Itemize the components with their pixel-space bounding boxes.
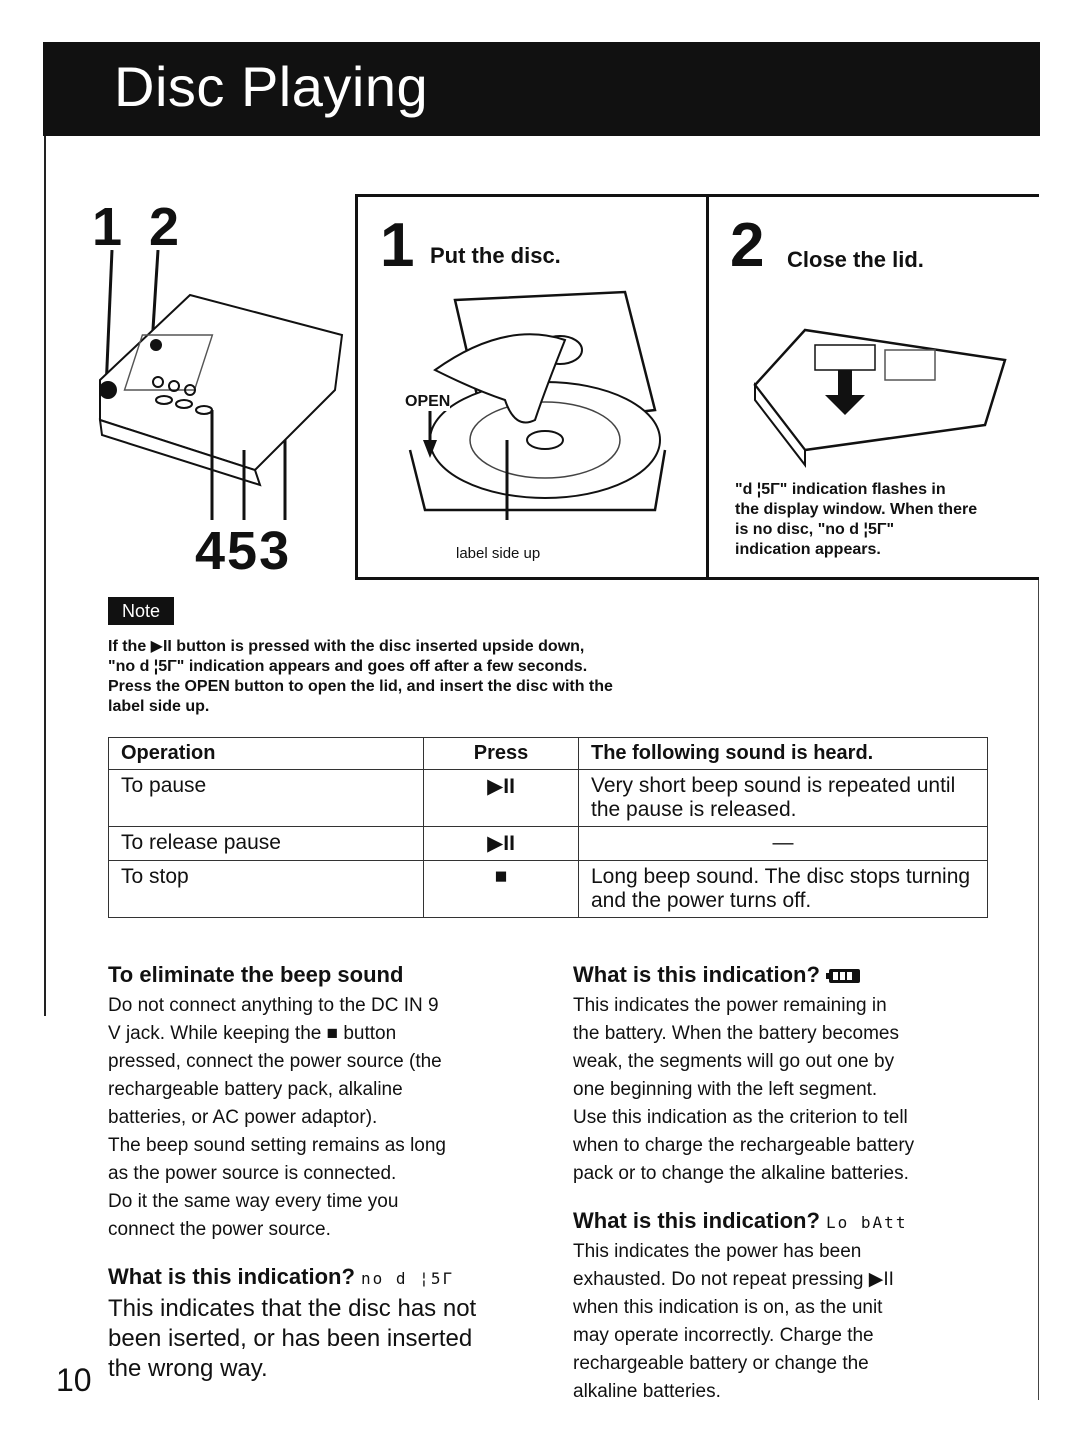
- press-cell: ▶II: [424, 770, 579, 827]
- lobatt-line: may operate incorrectly. Charge the: [573, 1325, 874, 1346]
- beep-line: Do not connect anything to the DC IN 9: [108, 995, 439, 1016]
- lo-batt-lcd-indication: Lo bAtt: [826, 1213, 908, 1232]
- sound-cell: Long beep sound. The disc stops turning and the power turns off.: [579, 861, 988, 918]
- nodisc-line: been iserted, or has been inserted: [108, 1325, 473, 1352]
- page-number: 10: [56, 1362, 92, 1398]
- beep-text: [108, 992, 548, 1244]
- battery-line: when to charge the rechargeable battery: [573, 1135, 915, 1156]
- nodisc-heading: [108, 1264, 454, 1290]
- press-cell: ▶II: [424, 827, 579, 861]
- nodisc-heading-text: What is this indication?: [108, 1264, 355, 1289]
- beep-line: pressed, connect the power source (the: [108, 1051, 442, 1072]
- page-title: Disc Playing: [114, 55, 429, 118]
- battery-line: Use this indication as the criterion to tell: [573, 1107, 908, 1128]
- battery-line: weak, the segments will go out one by: [573, 1051, 895, 1072]
- lobatt-line: alkaline batteries.: [573, 1381, 721, 1402]
- nodisc-text: [108, 1294, 548, 1384]
- operation-cell: To stop: [109, 861, 424, 918]
- operation-cell: To pause: [109, 770, 424, 827]
- battery-line: pack or to change the alkaline batteries.: [573, 1163, 909, 1184]
- lobatt-heading-text: What is this indication?: [573, 1208, 820, 1233]
- left-rule: [44, 136, 46, 1016]
- lobatt-heading: [573, 1208, 907, 1234]
- sound-cell: Very short beep sound is repeated until the pause is released.: [579, 770, 988, 827]
- step-2-caption-line: indication appears.: [735, 541, 881, 558]
- step-1-title: Put the disc.: [430, 243, 561, 268]
- beep-line: as the power source is connected.: [108, 1163, 397, 1184]
- beep-line: batteries, or AC power adaptor).: [108, 1107, 378, 1128]
- beep-line: connect the power source.: [108, 1219, 331, 1240]
- steps-divider: [706, 197, 709, 577]
- operations-table: [108, 737, 988, 918]
- open-button-label: OPEN: [405, 393, 451, 410]
- beep-line: V jack. While keeping the ■ button: [108, 1023, 397, 1044]
- table-header-row: [109, 738, 988, 770]
- note-badge: Note: [108, 597, 174, 625]
- step-2-caption: [735, 480, 977, 560]
- press-cell: ■: [424, 861, 579, 918]
- beep-line: Do it the same way every time you: [108, 1191, 399, 1212]
- battery-line: the battery. When the battery becomes: [573, 1023, 899, 1044]
- nodisc-line: the wrong way.: [108, 1355, 268, 1382]
- beep-line: The beep sound setting remains as long: [108, 1135, 446, 1156]
- step-2-caption-line: the display window. When there: [735, 501, 978, 518]
- step-2-caption-line: "d ¦5Γ" indication flashes in: [735, 481, 946, 498]
- step-1-number: 1: [380, 211, 415, 280]
- note-line: label side up.: [108, 698, 210, 715]
- operation-cell: To release pause: [109, 827, 424, 861]
- no-disc-lcd-indication: no d ¦5Γ: [361, 1269, 455, 1288]
- step-1-caption: label side up: [456, 545, 541, 562]
- beep-heading: To eliminate the beep sound: [108, 962, 404, 987]
- col-header-operation: Operation: [109, 738, 424, 770]
- lobatt-line: rechargeable battery or change the: [573, 1353, 869, 1374]
- right-rule: [1038, 580, 1039, 1400]
- table-row: [109, 770, 988, 827]
- battery-text: [573, 992, 1013, 1188]
- sound-cell: —: [579, 827, 988, 861]
- overview-bottom-numbers: 453: [195, 521, 292, 581]
- lobatt-line: exhausted. Do not repeat pressing ▶II: [573, 1269, 894, 1290]
- battery-heading-text: What is this indication?: [573, 962, 820, 987]
- beep-line: rechargeable battery pack, alkaline: [108, 1079, 403, 1100]
- lobatt-line: when this indication is on, as the unit: [573, 1297, 883, 1318]
- note-line: If the ▶II button is pressed with the disc inserted upside down,: [108, 638, 585, 655]
- table-row: [109, 827, 988, 861]
- note-text: [108, 637, 748, 717]
- note-line: Press the OPEN button to open the lid, and insert the disc with the: [108, 678, 613, 695]
- table-row: [109, 861, 988, 918]
- battery-line: This indicates the power remaining in: [573, 995, 887, 1016]
- step-2-number: 2: [730, 211, 765, 280]
- lobatt-text: [573, 1238, 1013, 1406]
- step-2-caption-line: is no disc, "no d ¦5Γ": [735, 521, 895, 538]
- nodisc-line: This indicates that the disc has not: [108, 1295, 477, 1322]
- lobatt-line: This indicates the power has been: [573, 1241, 862, 1262]
- note-line: "no d ¦5Γ" indication appears and goes off after a few seconds.: [108, 658, 588, 675]
- battery-heading: [573, 962, 862, 988]
- battery-indicator-icon: [826, 968, 862, 984]
- battery-line: one beginning with the left segment.: [573, 1079, 878, 1100]
- player-overview-illustration: [80, 250, 360, 550]
- step-2-title: Close the lid.: [787, 247, 924, 272]
- col-header-sound: The following sound is heard.: [579, 738, 988, 770]
- overview-top-numbers: 1 2: [92, 197, 186, 257]
- col-header-press: Press: [424, 738, 579, 770]
- close-lid-illustration: [745, 300, 1015, 470]
